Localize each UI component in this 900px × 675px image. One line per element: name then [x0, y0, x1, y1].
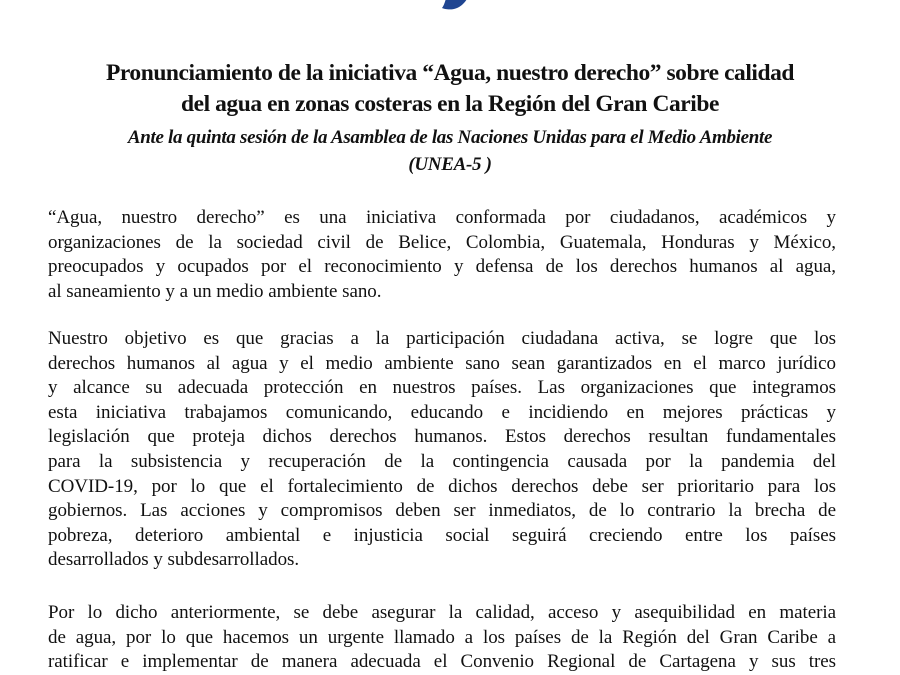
paragraph-intro: [48, 206, 836, 304]
document-subtitle: [40, 124, 860, 178]
title-line-2: del agua en zonas costeras en la Región del Gran Caribe: [181, 91, 719, 117]
text-line: desarrollados y subdesarrollados.: [48, 549, 300, 571]
text-line: gobiernos. Las acciones y compromisos deben ser inmediatos, de lo contrario la brecha de: [48, 500, 836, 522]
subtitle-line-2: (UNEA-5 ): [408, 154, 492, 175]
text-line: pobreza, deterioro ambiental e injusticia social seguirá creciendo entre los países: [48, 524, 836, 546]
text-line: Nuestro objetivo es que gracias a la participación ciudadana activa, se logre que los: [48, 328, 836, 349]
paragraph-objective: [48, 327, 836, 573]
subtitle-line-1: Ante la quinta sesión de la Asamblea de las Naciones Unidas para el Medio Ambiente: [127, 127, 773, 148]
text-line: COVID-19, por lo que el fortalecimiento de dichos derechos debe ser prioritario para los: [48, 475, 836, 497]
document-title: [40, 58, 860, 120]
text-line: “Agua, nuestro derecho” es una iniciativa conformada por ciudadanos, académicos y: [48, 207, 836, 228]
text-line: y alcance su adecuada protección en nuestros países. Las organizaciones que integramos: [48, 377, 836, 399]
title-line-1: Pronunciamiento de la iniciativa “Agua, nuestro derecho” sobre calidad: [105, 60, 795, 86]
text-line: ratificar e implementar de manera adecuada el Convenio Regional de Cartagena y sus tres: [48, 651, 836, 673]
text-line: derechos humanos al agua y el medio ambiente sano sean garantizados en el marco jurídico: [48, 352, 836, 374]
paragraph-call-to-action: [48, 601, 836, 675]
logo-fragment-icon: [440, 0, 472, 10]
text-line: al saneamiento y a un medio ambiente sano.: [48, 280, 382, 302]
text-line: organizaciones de la sociedad civil de Belice, Colombia, Guatemala, Honduras y México,: [48, 231, 836, 253]
text-line: preocupados y ocupados por el reconocimiento y defensa de los derechos humanos al agua,: [48, 256, 836, 278]
text-line: de agua, por lo que hacemos un urgente llamado a los países de la Región del Gran Caribe a: [48, 626, 836, 648]
text-line: esta iniciativa trabajamos comunicando, educando e incidiendo en mejores prácticas y: [48, 401, 836, 423]
text-line: para la subsistencia y recuperación de la contingencia causada por la pandemia del: [48, 450, 836, 472]
text-line: legislación que proteja dichos derechos humanos. Estos derechos resultan fundamentales: [48, 426, 836, 448]
text-line: Por lo dicho anteriormente, se debe asegurar la calidad, acceso y asequibilidad en materia: [48, 602, 836, 623]
